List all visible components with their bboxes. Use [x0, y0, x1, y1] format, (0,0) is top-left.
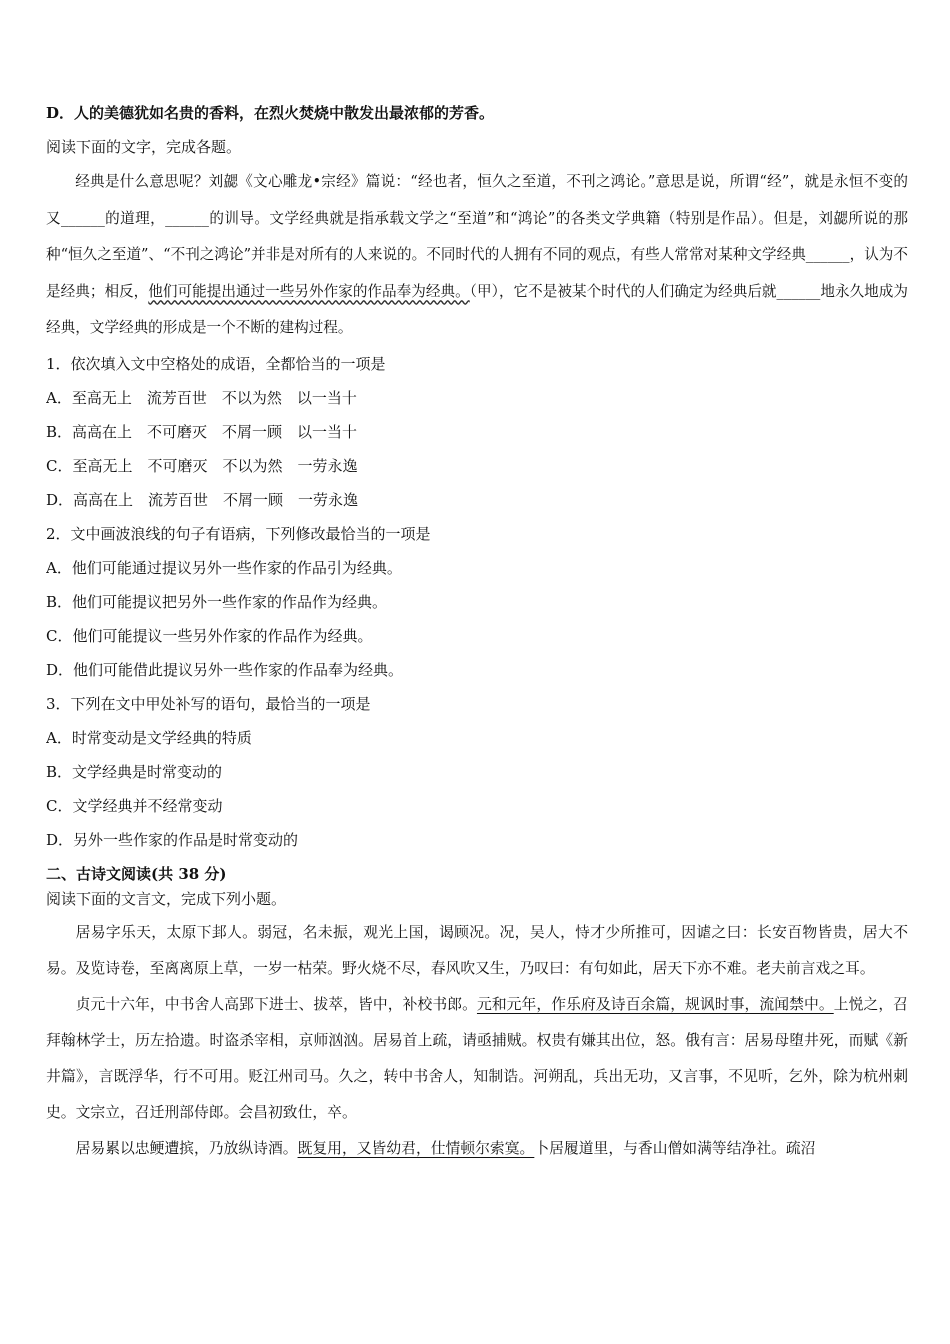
paragraph-2-text-b: 上悦之，召拜翰林学士，历左拾遗。时盗杀宰相，京师汹汹。居易首上疏，请亟捕贼。权贵有嫌其出位，怒。俄有言：居易母堕井死，而赋《新井篇》，言既浮华，行不可用。贬江州司马。久之，转中书舍人，知制诰。河朔乱，兵出无功，又言事，不见听，乞外，除为杭州刺史。文宗立，召迁刑部侍郎。会昌初致仕，卒。	[46, 995, 908, 1121]
question-2-stem: 2．文中画波浪线的句子有语病，下列修改最恰当的一项是	[46, 524, 431, 543]
question-3-option-c: C．文学经典并不经常变动	[46, 796, 223, 815]
classical-passage-paragraph-3	[46, 1131, 908, 1167]
question-3-stem: 3．下列在文中甲处补写的语句，最恰当的一项是	[46, 694, 371, 713]
passage-text-2: （甲），它不是被某个时代的人们确定为经典后就______地永久地成为经典，文学经典的形成是一个不断的建构过程。	[46, 282, 908, 336]
underlined-sentence-1: 元和元年，作乐府及诗百余篇，规讽时事，流闻禁中。	[476, 995, 834, 1013]
question-1-stem: 1．依次填入文中空格处的成语，全都恰当的一项是	[46, 354, 386, 373]
instruction-reading-1: 阅读下面的文字，完成各题。	[46, 138, 242, 156]
wavy-underlined-sentence: 他们可能提出通过一些另外作家的作品奉为经典。	[148, 282, 470, 300]
passage-text-1: 经典是什么意思呢？刘勰《文心雕龙•宗经》篇说：“经也者，恒久之至道，不刊之鸿论。”意思是说，所谓“经”，就是永恒不变的又______的道理，______的训导。文学经典就是指承载文学之“至道”和“鸿论”的各类文学典籍（特别是作品）。但是，刘勰所说的那种“恒久之至道”、“不刊之鸿论”并非是对所有的人来说的。不同时代的人拥有不同的观点，有些人常常对某种文学经典______，认为不是经典；相反，	[46, 173, 908, 300]
question-1-option-d: D．高高在上 流芳百世 不屑一顾 一劳永逸	[46, 490, 359, 509]
classical-passage-paragraph-1: 居易字乐天，太原下邽人。弱冠，名未振，观光上国，谒顾况。况，吴人，恃才少所推可，因谑之曰：长安百物皆贵，居大不易。及览诗卷，至离离原上草，一岁一枯荣。野火烧不尽，春风吹又生，乃叹曰：有句如此，居天下亦不难。老夫前言戏之耳。	[46, 923, 908, 977]
option-d-top: D．人的美德犹如名贵的香料，在烈火焚烧中散发出最浓郁的芳香。	[46, 104, 495, 122]
document-page	[46, 96, 908, 1167]
question-2-option-a: A．他们可能通过提议另外一些作家的作品引为经典。	[46, 558, 402, 577]
instruction-reading-2: 阅读下面的文言文，完成下列小题。	[46, 889, 287, 908]
classical-passage-paragraph-2	[46, 987, 908, 1131]
section-2-heading: 二、古诗文阅读(共 38 分)	[46, 864, 227, 883]
question-2-option-b: B．他们可能提议把另外一些作家的作品作为经典。	[46, 592, 388, 611]
question-3-option-d: D．另外一些作家的作品是时常变动的	[46, 830, 299, 849]
question-3-option-b: B．文学经典是时常变动的	[46, 762, 223, 781]
question-3-option-a: A．时常变动是文学经典的特质	[46, 728, 252, 747]
paragraph-3-text-b: 卜居履道里，与香山僧如满等结净社。疏沼	[534, 1139, 816, 1157]
paragraph-3-text-a: 居易累以忠鲠遭摈，乃放纵诗酒。	[75, 1139, 298, 1157]
question-1-option-b: B．高高在上 不可磨灭 不屑一顾 以一当十	[46, 422, 358, 441]
paragraph-2-text-a: 贞元十六年，中书舍人高郢下进士、拔萃，皆中，补校书郎。	[75, 995, 477, 1013]
underlined-sentence-2: 既复用，又皆幼君，仕情顿尔索寞。	[297, 1139, 535, 1157]
question-1-option-c: C．至高无上 不可磨灭 不以为然 一劳永逸	[46, 456, 358, 475]
passage-classics	[46, 164, 908, 347]
question-2-option-c: C．他们可能提议一些另外作家的作品作为经典。	[46, 626, 373, 645]
question-2-option-d: D．他们可能借此提议另外一些作家的作品奉为经典。	[46, 660, 404, 679]
question-1-option-a: A．至高无上 流芳百世 不以为然 以一当十	[46, 388, 357, 407]
